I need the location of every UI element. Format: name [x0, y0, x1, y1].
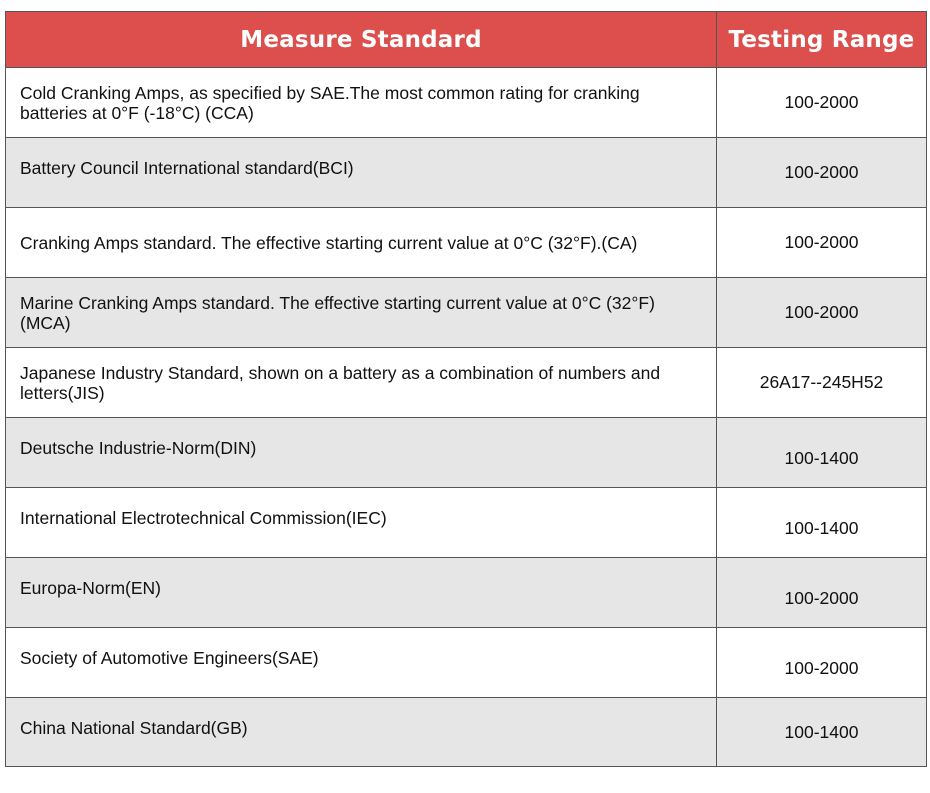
standard-cell-iec: International Electrotechnical Commission(IEC) [6, 488, 717, 558]
standard-cell-mca: Marine Cranking Amps standard. The effective starting current value at 0°C (32°F)(MCA) [6, 278, 717, 348]
range-cell-sae: 100-2000 [717, 628, 927, 698]
range-cell-gb: 100-1400 [717, 698, 927, 767]
standard-cell-jis: Japanese Industry Standard, shown on a battery as a combination of numbers and letters(JIS) [6, 348, 717, 418]
table-row [6, 488, 927, 558]
standard-cell-gb: China National Standard(GB) [6, 698, 717, 767]
table-row [6, 68, 927, 138]
range-cell-mca: 100-2000 [717, 278, 927, 348]
standard-cell-ca: Cranking Amps standard. The effective starting current value at 0°C (32°F).(CA) [6, 208, 717, 278]
table-row [6, 558, 927, 628]
header-testing-range: Testing Range [717, 12, 927, 68]
standard-cell-cca: Cold Cranking Amps, as specified by SAE.The most common rating for cranking batteries at 0°F (-18°C) (CCA) [6, 68, 717, 138]
range-cell-ca: 100-2000 [717, 208, 927, 278]
table-row [6, 628, 927, 698]
table-row [6, 278, 927, 348]
table-row [6, 208, 927, 278]
standard-cell-en: Europa-Norm(EN) [6, 558, 717, 628]
standard-cell-bci: Battery Council International standard(BCI) [6, 138, 717, 208]
range-cell-iec: 100-1400 [717, 488, 927, 558]
standard-cell-din: Deutsche Industrie-Norm(DIN) [6, 418, 717, 488]
range-cell-jis: 26A17--245H52 [717, 348, 927, 418]
measure-standard-table [5, 11, 927, 767]
range-cell-en: 100-2000 [717, 558, 927, 628]
standard-cell-sae: Society of Automotive Engineers(SAE) [6, 628, 717, 698]
table-row [6, 698, 927, 767]
table-row [6, 138, 927, 208]
range-cell-cca: 100-2000 [717, 68, 927, 138]
table-row [6, 418, 927, 488]
range-cell-bci: 100-2000 [717, 138, 927, 208]
table-header-row [6, 12, 927, 68]
range-cell-din: 100-1400 [717, 418, 927, 488]
header-measure-standard: Measure Standard [6, 12, 717, 68]
table-row [6, 348, 927, 418]
